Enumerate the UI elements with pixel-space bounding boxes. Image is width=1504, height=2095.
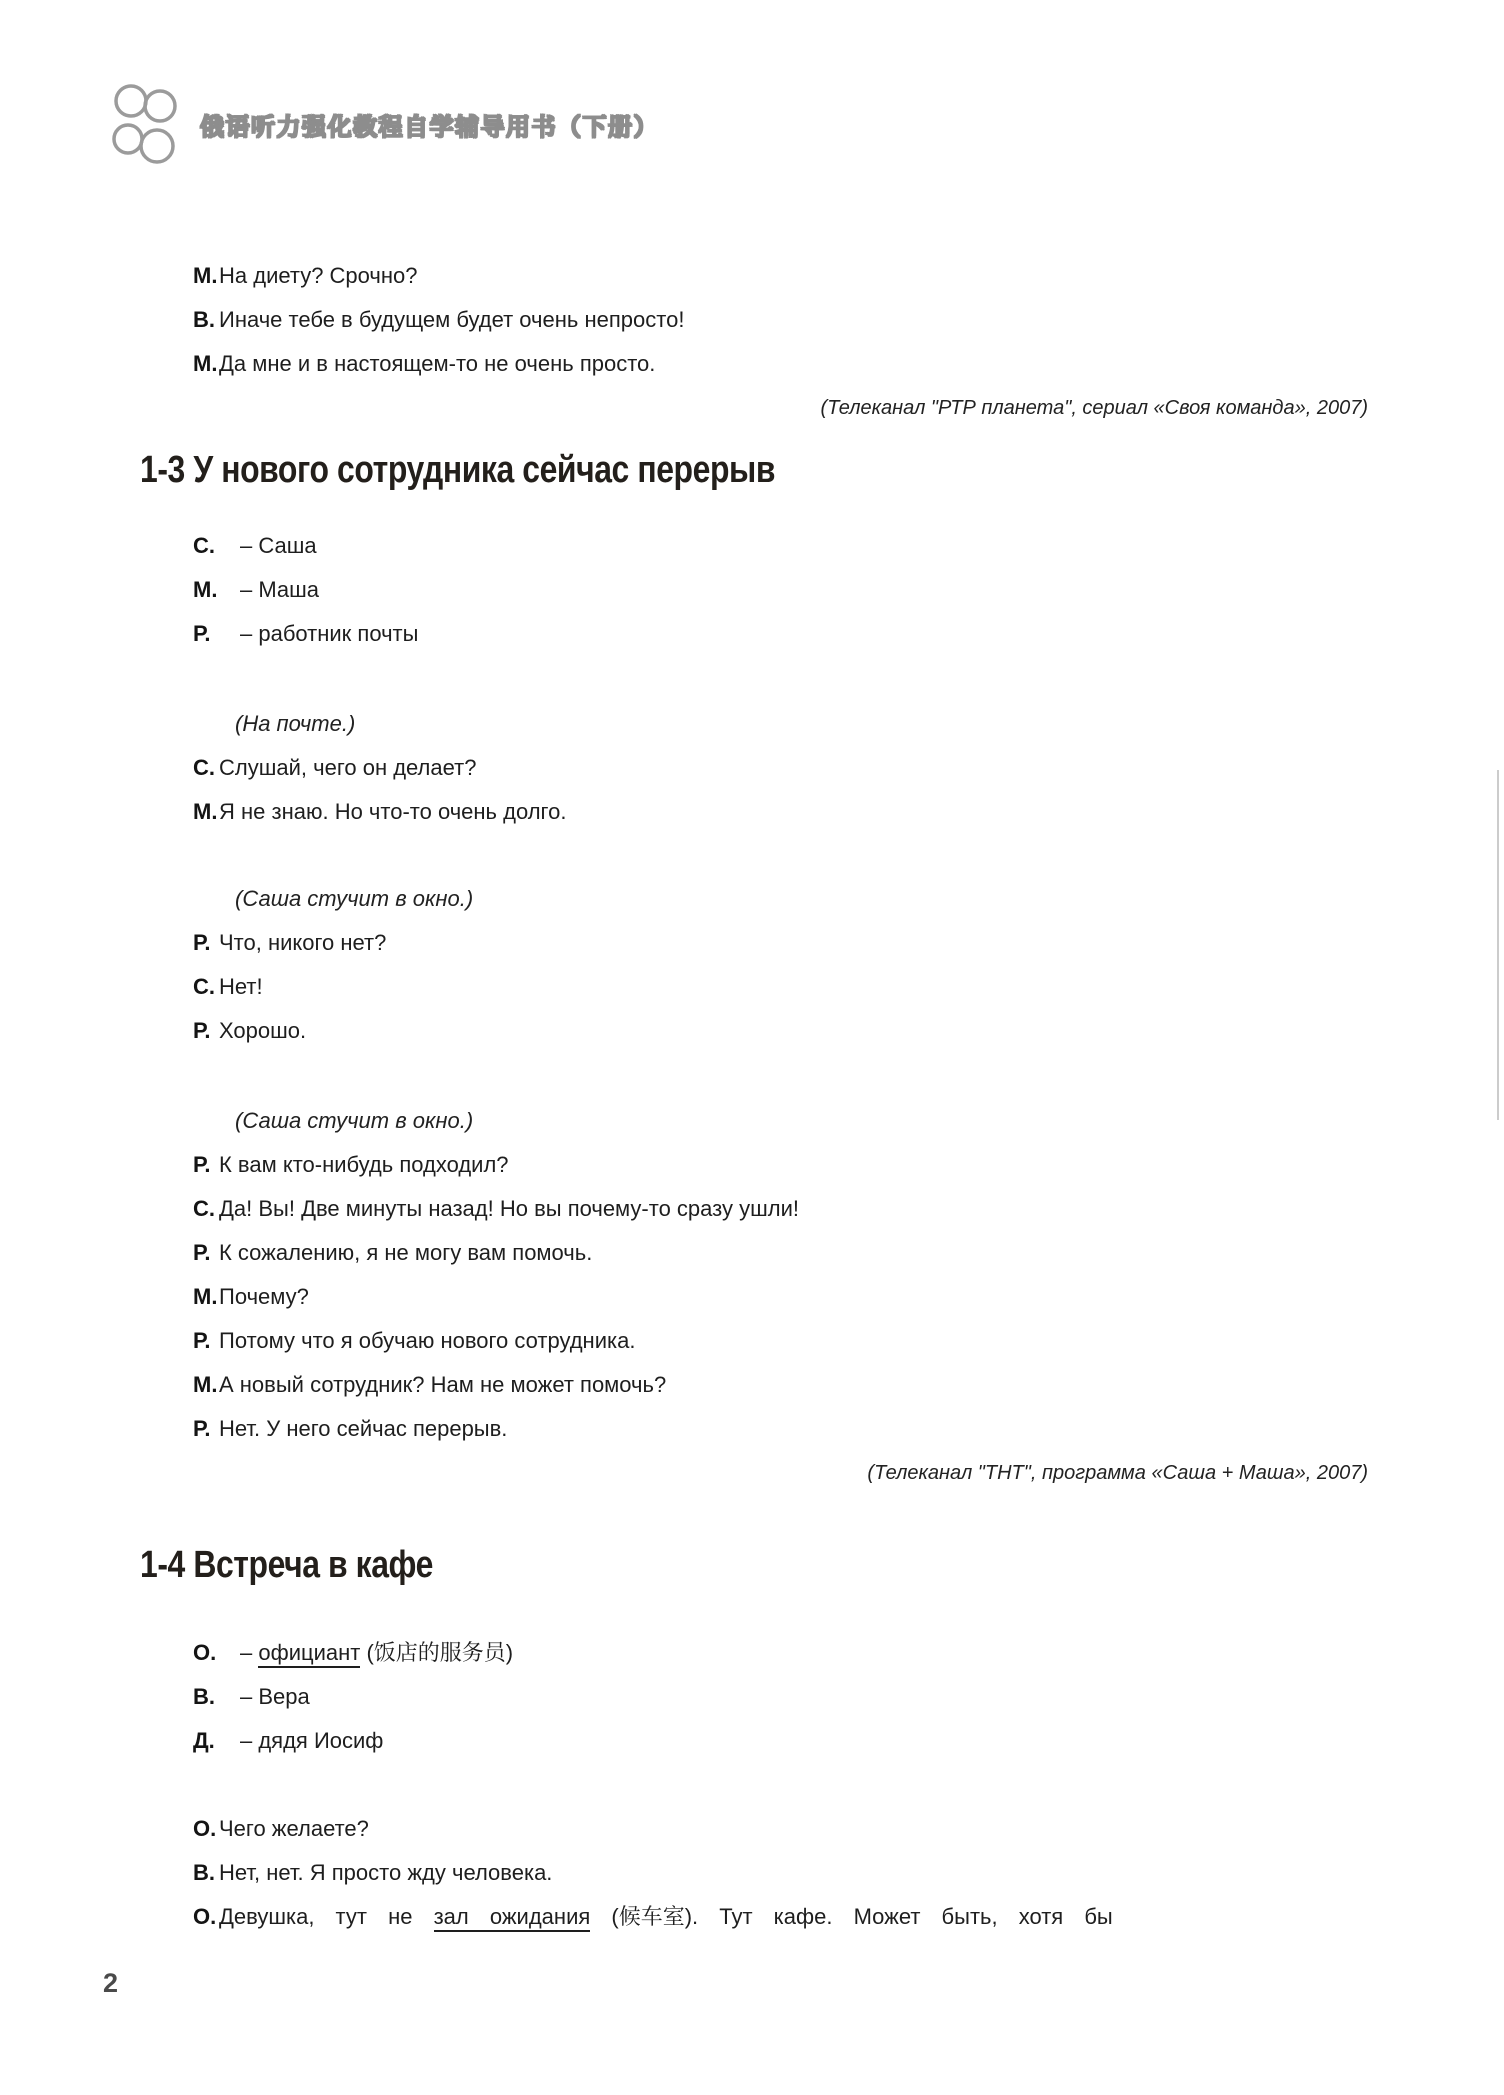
cast-text-pre: – (240, 1640, 259, 1665)
cast-line (140, 612, 1368, 656)
line-text: Чего желаете? (219, 1816, 369, 1841)
cast-text: – Вера (240, 1684, 310, 1709)
dialogue-line (140, 921, 1368, 965)
dialogue-line (140, 1231, 1368, 1275)
underlined-term: официант (258, 1640, 360, 1668)
line-text: Хорошо. (219, 1018, 307, 1043)
line-text: Нет! (219, 974, 263, 999)
source-citation: (Телеканал "РТР планета", сериал «Своя команда», 2007) (820, 397, 1368, 419)
speaker-label: О. (193, 1816, 217, 1841)
speaker-label: М. (193, 351, 218, 376)
line-text: Почему? (219, 1284, 309, 1309)
cast-text: – работник почты (240, 621, 419, 646)
page-content (140, 254, 1368, 1939)
dialogue-line (140, 1187, 1368, 1231)
cast-list (140, 524, 1368, 656)
speaker-label: С. (193, 755, 215, 780)
dialogue-block (140, 746, 1368, 834)
dialogue-line (140, 965, 1368, 1009)
line-text: Да мне и в настоящем-то не очень просто. (219, 351, 656, 376)
speaker-label: М. (193, 577, 218, 602)
cast-text: – дядя Иосиф (240, 1728, 384, 1753)
cast-line (140, 1631, 1368, 1675)
dialogue-line (140, 1895, 1368, 1939)
line-text: Иначе тебе в будущем будет очень непросто! (219, 307, 685, 332)
line-text: Что, никого нет? (219, 930, 387, 955)
line-text-post: (候车室). Тут кафе. Может быть, хотя бы (590, 1904, 1113, 1929)
dialogue-line (140, 1009, 1368, 1053)
cast-line (140, 1675, 1368, 1719)
speaker-label: Р. (193, 1328, 211, 1353)
dialogue-line (140, 298, 1368, 342)
speaker-label: Р. (193, 1240, 211, 1265)
dialogue-line (140, 1275, 1368, 1319)
dialogue-line (140, 342, 1368, 386)
speaker-label: М. (193, 1372, 218, 1397)
speaker-label: М. (193, 263, 218, 288)
line-text: Да! Вы! Две минуты назад! Но вы почему-то сразу ушли! (219, 1196, 799, 1221)
speaker-label: С. (193, 1196, 215, 1221)
cast-text-post: (饭店的服务员) (360, 1640, 514, 1665)
section-heading-1-3: 1-3 У нового сотрудника сейчас перерыв (140, 449, 776, 491)
page-header (108, 82, 659, 166)
speaker-label: С. (193, 533, 215, 558)
dialogue-block (140, 1143, 1368, 1451)
line-text: К сожалению, я не могу вам помочь. (219, 1240, 593, 1265)
dialogue-line (140, 1407, 1368, 1451)
speaker-label: Р. (193, 1018, 211, 1043)
speaker-label: В. (193, 307, 215, 332)
section-heading-1-4: 1-4 Встреча в кафе (140, 1544, 433, 1586)
line-text: Потому что я обучаю нового сотрудника. (219, 1328, 636, 1353)
speaker-label: В. (193, 1860, 215, 1885)
dialogue-line (140, 1363, 1368, 1407)
speaker-label: Р. (193, 1416, 211, 1441)
dialogue-line (140, 1851, 1368, 1895)
line-text: К вам кто-нибудь подходил? (219, 1152, 509, 1177)
speaker-label: О. (193, 1640, 217, 1665)
speaker-label: Р. (193, 621, 211, 646)
stage-direction: (Саша стучит в окно.) (235, 1108, 474, 1133)
line-text: А новый сотрудник? Нам не может помочь? (219, 1372, 667, 1397)
dialogue-line (140, 790, 1368, 834)
page-edge-line (1497, 770, 1499, 1120)
line-text: Нет, нет. Я просто жду человека. (219, 1860, 553, 1885)
four-rings-logo-icon (108, 82, 182, 166)
speaker-label: М. (193, 1284, 218, 1309)
dialogue-line (140, 746, 1368, 790)
book-title: 俄语听力强化教程自学辅导用书（下册） (200, 113, 659, 141)
line-text-pre: Девушка, тут не (219, 1904, 434, 1929)
cast-text: – Маша (240, 577, 320, 602)
speaker-label: С. (193, 974, 215, 999)
line-text: Слушай, чего он делает? (219, 755, 477, 780)
line-text: Я не знаю. Но что-то очень долго. (219, 799, 567, 824)
cast-text: – Саша (240, 533, 317, 558)
dialogue-line (140, 254, 1368, 298)
speaker-label: М. (193, 799, 218, 824)
speaker-label: Д. (193, 1728, 215, 1753)
cast-list (140, 1631, 1368, 1763)
dialogue-block (140, 1807, 1368, 1939)
cast-line (140, 568, 1368, 612)
dialogue-line (140, 1319, 1368, 1363)
cast-line (140, 524, 1368, 568)
cast-text (240, 1631, 1368, 1675)
underlined-term: зал ожидания (434, 1904, 591, 1932)
cast-line (140, 1719, 1368, 1763)
dialogue-block (140, 254, 1368, 386)
speaker-label: Р. (193, 1152, 211, 1177)
speaker-label: О. (193, 1904, 217, 1929)
line-text (219, 1895, 1368, 1939)
source-citation: (Телеканал "ТНТ", программа «Саша + Маша», 2007) (867, 1462, 1368, 1484)
line-text: Нет. У него сейчас перерыв. (219, 1416, 508, 1441)
stage-direction: (На почте.) (235, 711, 356, 736)
dialogue-block (140, 921, 1368, 1053)
speaker-label: В. (193, 1684, 215, 1709)
stage-direction: (Саша стучит в окно.) (235, 886, 474, 911)
speaker-label: Р. (193, 930, 211, 955)
dialogue-line (140, 1143, 1368, 1187)
page-number: 2 (103, 1968, 119, 1998)
dialogue-line (140, 1807, 1368, 1851)
line-text: На диету? Срочно? (219, 263, 418, 288)
